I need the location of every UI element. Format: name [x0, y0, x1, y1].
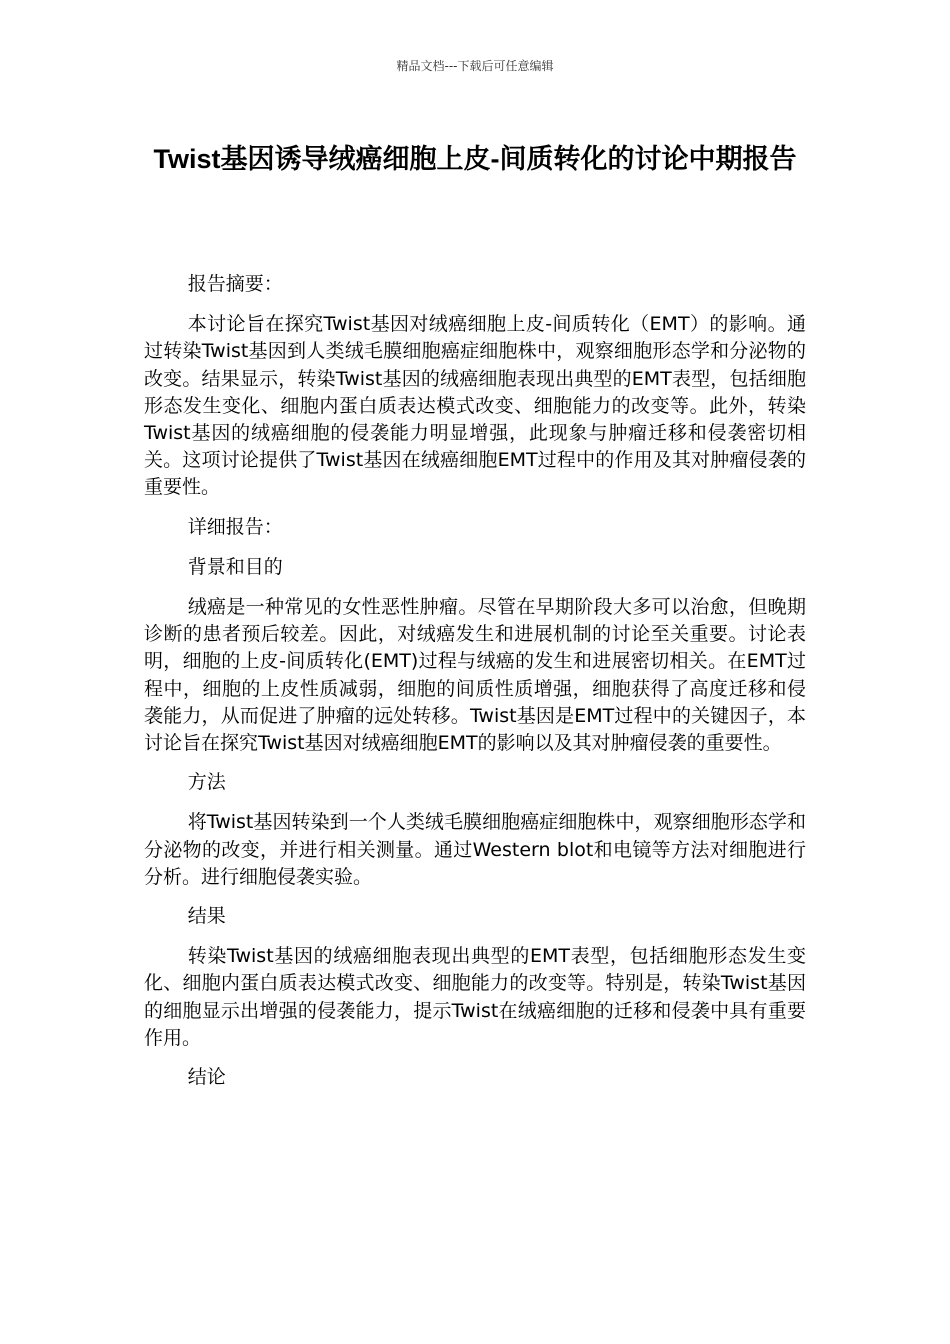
detailed-report-heading: 详细报告：: [187, 515, 283, 538]
document-body: [144, 271, 806, 1104]
methods-paragraph: 将Twist基因转染到一个人类绒毛膜细胞癌症细胞株中，观察细胞形态学和分泌物的改变，并进行相关测量。通过Western blot和电镜等方法对细胞进行分析。进行细胞侵袭实验。: [144, 811, 806, 888]
abstract-paragraph: 本讨论旨在探究Twist基因对绒癌细胞上皮-间质转化（EMT）的影响。通过转染Twist基因到人类绒毛膜细胞癌症细胞株中，观察细胞形态学和分泌物的改变。结果显示，转染Twist基因的绒癌细胞表现出典型的EMT表型，包括细胞形态发生变化、细胞内蛋白质表达模式改变、细胞能力的改变等。此外，转染Twist基因的绒癌细胞的侵袭能力明显增强，此现象与肿瘤迁移和侵袭密切相关。这项讨论提供了Twist基因在绒癌细胞EMT过程中的作用及其对肿瘤侵袭的重要性。: [144, 313, 806, 499]
abstract-heading: 报告摘要：: [187, 273, 283, 295]
background-paragraph: 绒癌是一种常见的女性恶性肿瘤。尽管在早期阶段大多可以治愈，但晚期诊断的患者预后较差。因此，对绒癌发生和进展机制的讨论至关重要。讨论表明，细胞的上皮-间质转化(EMT)过程与绒癌的发生和进展密切相关。在EMT过程中，细胞的上皮性质减弱，细胞的间质性质增强，细胞获得了高度迁移和侵袭能力，从而促进了肿瘤的远处转移。Twist基因是EMT过程中的关键因子，本讨论旨在探究Twist基因对绒癌细胞EMT的影响以及其对肿瘤侵袭的重要性。: [144, 596, 806, 755]
document-title: Twist基因诱导绒癌细胞上皮-间质转化的讨论中期报告: [153, 144, 797, 174]
results-heading: 结果: [187, 905, 226, 928]
results-paragraph: 转染Twist基因的绒癌细胞表现出典型的EMT表型，包括细胞形态发生变化、细胞内蛋白质表达模式改变、细胞能力的改变等。特别是，转染Twist基因的细胞显示出增强的侵袭能力，提示Twist在绒癌细胞的迁移和侵袭中具有重要作用。: [144, 945, 806, 1049]
conclusion-heading: 结论: [187, 1066, 226, 1089]
methods-heading: 方法: [187, 771, 226, 794]
page-header-note: 精品文档---下载后可任意编辑: [396, 59, 554, 73]
background-heading: 背景和目的: [187, 555, 283, 578]
